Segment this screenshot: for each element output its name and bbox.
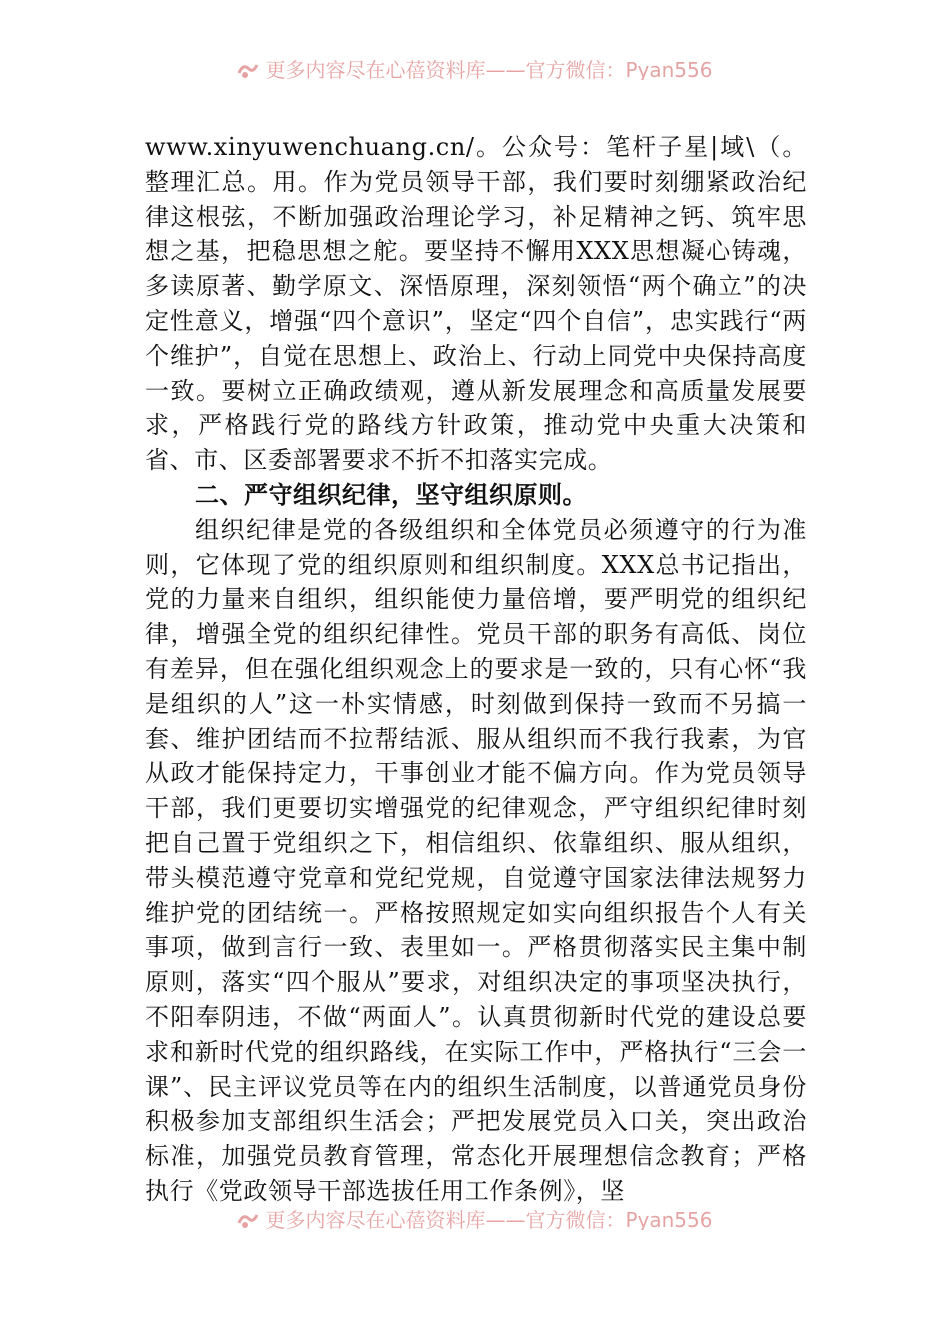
brand-logo-icon: [237, 61, 261, 79]
header-watermark: [0, 58, 950, 80]
brand-logo-icon: [237, 1211, 261, 1229]
paragraph-2: 组织纪律是党的各级组织和全体党员必须遵守的行为准则，它体现了党的组织原则和组织制度。XXX总书记指出，党的力量来自组织，组织能使力量倍增，要严明党的组织纪律，增强全党的组织纪律性。党员干部的职务有高低、岗位有差异，但在强化组织观念上的要求是一致的，只有心怀“我是组织的人”这一朴实情感，时刻做到保持一致而不另搞一套、维护团结而不拉帮结派、服从组织而不我行我素，为官从政才能保持定力，干事创业才能不偏方向。作为党员领导干部，我们更要切实增强党的纪律观念，严守组织纪律时刻把自己置于党组织之下，相信组织、依靠组织、服从组织，带头模范遵守党章和党纪党规，自觉遵守国家法律法规努力维护党的团结统一。严格按照规定如实向组织报告个人有关事项，做到言行一致、表里如一。严格贯彻落实民主集中制原则，落实“四个服从”要求，对组织决定的事项坚决执行，不阳奉阴违，不做“两面人”。认真贯彻新时代党的建设总要求和新时代党的组织路线，在实际工作中，严格执行“三会一课”、民主评议党员等在内的组织生活制度，以普通党员身份积极参加支部组织生活会；严把发展党员入口关，突出政治标准，加强党员教育管理，常态化开展理想信念教育；严格执行《党政领导干部选拔任用工作条例》，坚: [145, 515, 807, 1205]
paragraph-1: www.xinyuwenchuang.cn/。公众号：笔杆子星|域\（。整理汇总。用。作为党员领导干部，我们要时刻绷紧政治纪律这根弦，不断加强政治理论学习，补足精神之钙、筑牢思想之基，把稳思想之舵。要坚持不懈用XXX思想凝心铸魂，多读原著、勤学原文、深悟原理，深刻领悟“两个确立”的决定性意义，增强“四个意识”，坚定“四个自信”，忠实践行“两个维护”，自觉在思想上、政治上、行动上同党中央保持高度一致。要树立正确政绩观，遵从新发展理念和高质量发展要求，严格践行党的路线方针政策，推动党中央重大决策和省、市、区委部署要求不折不扣落实完成。: [145, 133, 807, 475]
footer-watermark: [0, 1208, 950, 1230]
document-body: [145, 130, 807, 1209]
footer-watermark-text: 更多内容尽在心蓓资料库——官方微信：Pyan556: [265, 1208, 713, 1230]
section-heading-2: 二、严守组织纪律，坚守组织原则。: [195, 480, 587, 509]
header-watermark-text: 更多内容尽在心蓓资料库——官方微信：Pyan556: [265, 58, 713, 80]
